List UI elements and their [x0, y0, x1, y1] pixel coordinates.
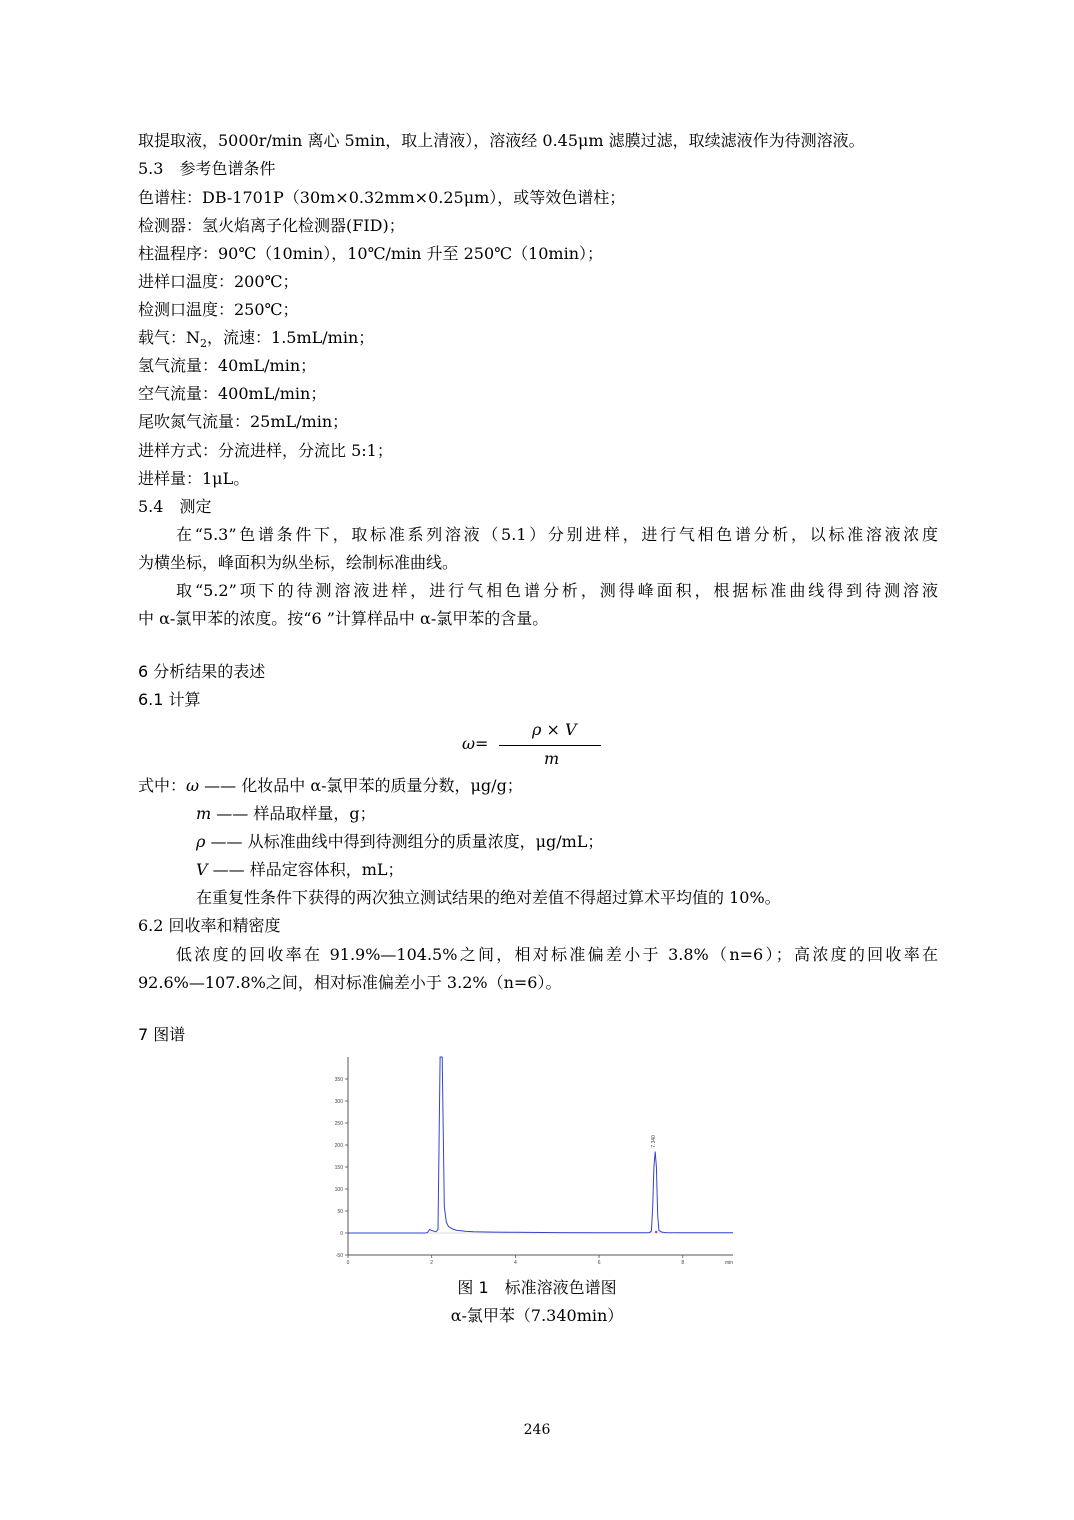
y-tick-label: 250 — [334, 1121, 343, 1127]
x-tick-label: 4 — [514, 1260, 517, 1266]
text-oven-program: 柱温程序：90℃（10min），10℃/min 升至 250℃（10min）； — [138, 244, 604, 263]
symbol-omega: ω — [186, 776, 200, 795]
section-heading-6: 6 分析结果的表述 — [138, 662, 266, 681]
definition-text: —— 化妆品中 α-氯甲苯的质量分数，μg/g； — [199, 776, 523, 795]
text-inject-mode: 进样方式：分流进样，分流比 5:1； — [138, 441, 393, 460]
section-heading-5-3: 5.3 参考色谱条件 — [138, 159, 276, 178]
text-repeatability: 在重复性条件下获得的两次独立测试结果的绝对差值不得超过算术平均值的 10%。 — [196, 888, 781, 907]
paragraph-3-line-2: 92.6%—107.8%之间，相对标准偏差小于 3.2%（n=6）。 — [138, 973, 562, 992]
y-tick-label: 150 — [334, 1165, 343, 1171]
chromatogram-chart — [318, 1052, 748, 1272]
carrier-post: ，流速：1.5mL/min； — [207, 328, 375, 347]
formula — [462, 720, 612, 770]
text-inlet-temp: 进样口温度：200℃； — [138, 272, 299, 291]
paragraph-3-line-1: 低浓度的回收率在 91.9%—104.5%之间，相对标准偏差小于 3.8%（n=6）；高浓度的回收率在 — [176, 945, 938, 964]
text-makeup-gas: 尾吹氮气流量：25mL/min； — [138, 412, 349, 431]
y-tick-label: 200 — [334, 1143, 343, 1149]
carrier-pre: 载气：N — [138, 328, 201, 347]
y-tick-label: 300 — [334, 1099, 343, 1105]
formula-numerator: ρ × V — [532, 720, 577, 739]
x-tick-label: 6 — [597, 1260, 601, 1266]
y-tick-label: 0 — [340, 1231, 343, 1237]
symbol-v: V — [196, 860, 208, 879]
x-tick-label: 2 — [430, 1260, 434, 1266]
definition-text: —— 样品定容体积，mL； — [207, 860, 404, 879]
section-heading-5-4: 5.4 测定 — [138, 497, 212, 516]
formula-lhs: ω= — [462, 734, 489, 753]
figure-caption: 图 1 标准溶液色谱图 — [457, 1278, 617, 1297]
peak-label: 7.340 — [651, 1135, 658, 1148]
x-unit-label: min — [724, 1260, 734, 1266]
definition-text: —— 样品取样量，g； — [211, 804, 376, 823]
section-heading-6-1: 6.1 计算 — [138, 690, 201, 709]
carrier-sub: 2 — [200, 337, 208, 351]
paragraph-1-line-1: 在“5.3”色谱条件下，取标准系列溶液（5.1）分别进样，进行气相色谱分析，以标准溶液浓度 — [176, 525, 938, 544]
text-hydrogen: 氢气流量：40mL/min； — [138, 356, 317, 375]
definition-rho — [196, 831, 603, 853]
x-tick-label: 0 — [346, 1260, 350, 1266]
definition-omega — [138, 775, 523, 797]
page-number: 246 — [523, 1422, 551, 1438]
paragraph-1-line-2: 为横坐标，峰面积为纵坐标，绘制标准曲线。 — [138, 553, 459, 572]
section-heading-7: 7 图谱 — [138, 1025, 186, 1044]
text-detector-temp: 检测口温度：250℃； — [138, 300, 299, 319]
section-heading-6-2: 6.2 回收率和精密度 — [138, 916, 281, 935]
text-carrier-gas — [138, 327, 374, 355]
text-inject-volume: 进样量：1μL。 — [138, 469, 250, 488]
y-tick-label: 50 — [337, 1209, 343, 1215]
y-tick-label: -50 — [335, 1253, 343, 1259]
paragraph-2-line-2: 中 α-氯甲苯的浓度。按“6 ”计算样品中 α-氯甲苯的含量。 — [138, 609, 549, 628]
y-tick-label: 350 — [334, 1077, 343, 1083]
symbol-m: m — [196, 804, 212, 823]
text-column: 色谱柱：DB-1701P（30m×0.32mm×0.25μm），或等效色谱柱； — [138, 188, 626, 207]
text-detector: 检测器：氢火焰离子化检测器(FID)； — [138, 216, 405, 235]
series-line — [348, 1057, 733, 1233]
figure-subcaption: α-氯甲苯（7.340min） — [450, 1306, 624, 1325]
definition-m — [196, 803, 376, 825]
definition-v — [196, 859, 404, 881]
definition-prefix: 式中： — [138, 776, 187, 795]
symbol-rho: ρ — [196, 832, 206, 851]
y-tick-label: 100 — [334, 1187, 343, 1193]
formula-denominator: m — [544, 749, 560, 768]
definition-text: —— 从标准曲线中得到待测组分的质量浓度，μg/mL； — [205, 832, 604, 851]
x-tick-label: 8 — [681, 1260, 685, 1266]
paragraph-2-line-1: 取“5.2”项下的待测溶液进样，进行气相色谱分析，测得峰面积，根据标准曲线得到待测溶液 — [176, 581, 938, 600]
text-line: 取提取液，5000r/min 离心 5min，取上清液），溶液经 0.45μm 滤膜过滤，取续滤液作为待测溶液。 — [138, 131, 865, 150]
fraction-bar — [499, 745, 601, 746]
text-air: 空气流量：400mL/min； — [138, 384, 327, 403]
peak-marker — [655, 1231, 657, 1233]
